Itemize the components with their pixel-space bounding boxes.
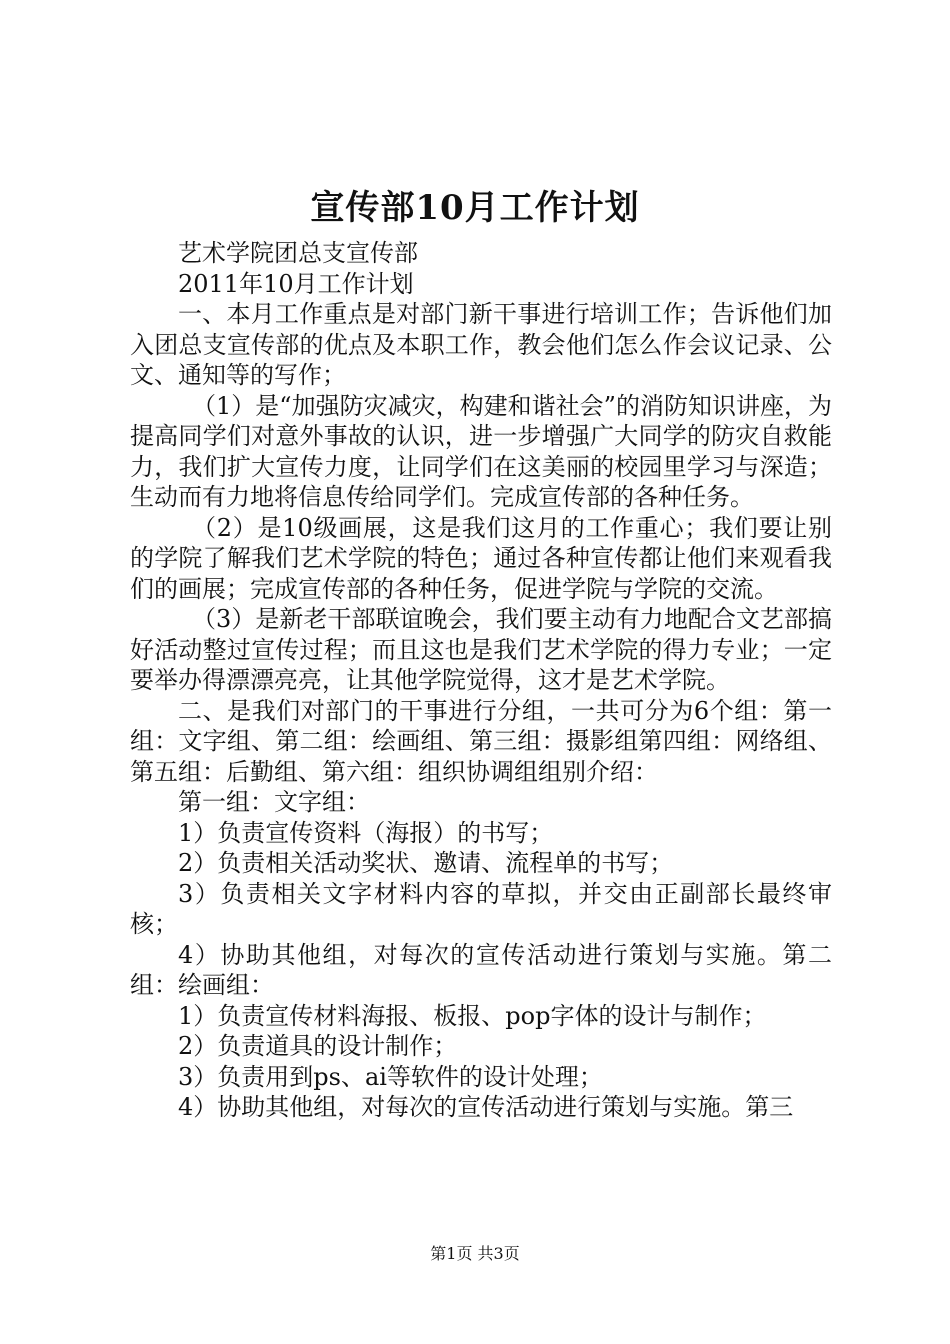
- document-body: [130, 238, 832, 1123]
- paragraph-item-1: （1）是“加强防灾减灾，构建和谐社会”的消防知识讲座，为提高同学们对意外事故的认识，进一步增强广大同学的防灾自救能力，我们扩大宣传力度，让同学们在这美丽的校园里学习与深造；生动而有力地将信息传给同学们。完成宣传部的各种任务。: [130, 391, 832, 511]
- list-item: 4）协助其他组，对每次的宣传活动进行策划与实施。第三: [178, 1093, 794, 1121]
- paragraph-department: 艺术学院团总支宣传部: [178, 239, 418, 267]
- list-item: 3）负责相关文字材料内容的草拟，并交由正副部长最终审核；: [130, 879, 832, 938]
- document-title: 宣传部10月工作计划: [310, 188, 640, 228]
- paragraph-plan-date: 2011年10月工作计划: [178, 269, 414, 298]
- list-item: 1）负责宣传材料海报、板报、pop字体的设计与制作；: [178, 1001, 767, 1030]
- page-footer: 第1页 共3页: [430, 1244, 520, 1263]
- paragraph-group-one-heading: 第一组：文字组：: [178, 788, 370, 816]
- list-item: 1）负责宣传资料（海报）的书写；: [178, 818, 554, 847]
- list-item: 2）负责道具的设计制作；: [178, 1032, 458, 1060]
- list-item: 4）协助其他组，对每次的宣传活动进行策划与实施。第二组：绘画组：: [130, 940, 832, 999]
- paragraph-item-2: （2）是10级画展，这是我们这月的工作重心；我们要让别的学院了解我们艺术学院的特色；通过各种宣传都让他们来观看我们的画展；完成宣传部的各种任务，促进学院与学院的交流。: [130, 513, 832, 603]
- list-item: 2）负责相关活动奖状、邀请、流程单的书写；: [178, 849, 674, 877]
- list-item: 3）负责用到ps、ai等软件的设计处理；: [178, 1062, 603, 1091]
- paragraph-section-two: 二、是我们对部门的干事进行分组，一共可分为6个组：第一组：文字组、第二组：绘画组、第三组：摄影组第四组：网络组、第五组：后勤组、第六组：组织协调组组别介绍：: [130, 696, 832, 786]
- paragraph-item-3: （3）是新老干部联谊晚会，我们要主动有力地配合文艺部搞好活动整过宣传过程；而且这也是我们艺术学院的得力专业；一定要举办得漂漂亮亮，让其他学院觉得，这才是艺术学院。: [130, 605, 832, 694]
- paragraph-section-one: 一、本月工作重点是对部门新干事进行培训工作；告诉他们加入团总支宣传部的优点及本职工作，教会他们怎么作会议记录、公文、通知等的写作；: [130, 300, 832, 389]
